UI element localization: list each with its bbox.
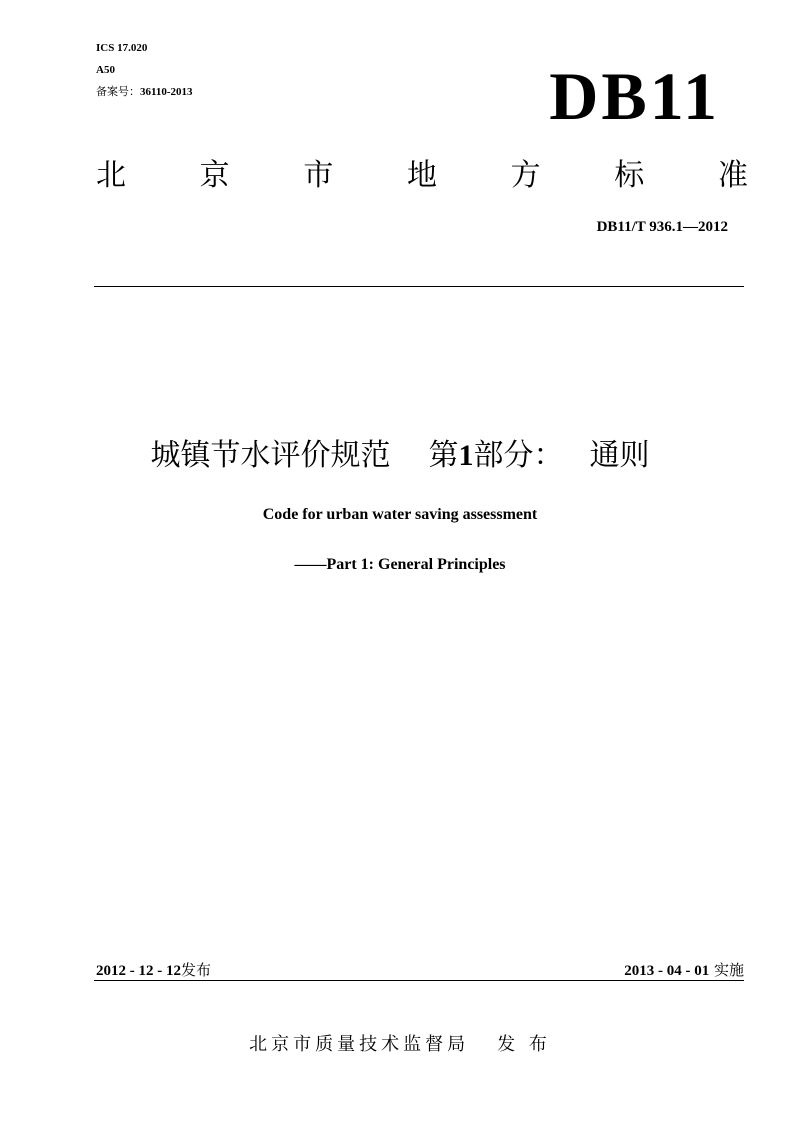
standard-category-title xyxy=(96,156,748,196)
ics-code: ICS 17.020 xyxy=(96,42,148,54)
title-char: 方 xyxy=(510,158,541,193)
title-part-prefix: 第 xyxy=(428,438,459,473)
standard-number: DB11/T 936.1—2012 xyxy=(596,219,728,235)
issue-date xyxy=(96,960,211,981)
db-code: DB11 xyxy=(549,58,720,134)
record-number xyxy=(96,85,193,99)
title-part-suffix: 部分： xyxy=(473,438,564,473)
title-char: 市 xyxy=(303,158,334,193)
title-char: 标 xyxy=(614,158,645,193)
title-char: 北 xyxy=(96,158,126,193)
title-char: 准 xyxy=(717,158,748,193)
title-part-number: 1 xyxy=(458,439,474,472)
record-value: 36110-2013 xyxy=(140,86,193,98)
title-sub: 通则 xyxy=(589,438,650,473)
issuer xyxy=(0,1030,800,1056)
title-char: 京 xyxy=(199,158,230,193)
class-code: A50 xyxy=(96,64,115,76)
implementation-date xyxy=(624,960,744,981)
issue-label: 发布 xyxy=(181,961,212,979)
top-divider xyxy=(94,286,744,287)
title-char: 地 xyxy=(406,158,437,193)
impl-label: 实施 xyxy=(713,961,744,979)
document-title-cn xyxy=(0,436,800,476)
document-title-en: Code for urban water saving assessment xyxy=(262,506,538,523)
issue-date-value: 2012 - 12 - 12 xyxy=(96,963,181,979)
bottom-divider xyxy=(94,980,744,981)
document-subtitle-en: ——Part 1: General Principles xyxy=(294,556,506,573)
issuer-name: 北京市质量技术监督局 xyxy=(249,1034,470,1055)
record-label: 备案号： xyxy=(96,85,140,98)
issuer-label: 发 布 xyxy=(497,1034,551,1055)
title-main: 城镇节水评价规范 xyxy=(150,438,391,473)
impl-date-value: 2013 - 04 - 01 xyxy=(624,963,710,979)
